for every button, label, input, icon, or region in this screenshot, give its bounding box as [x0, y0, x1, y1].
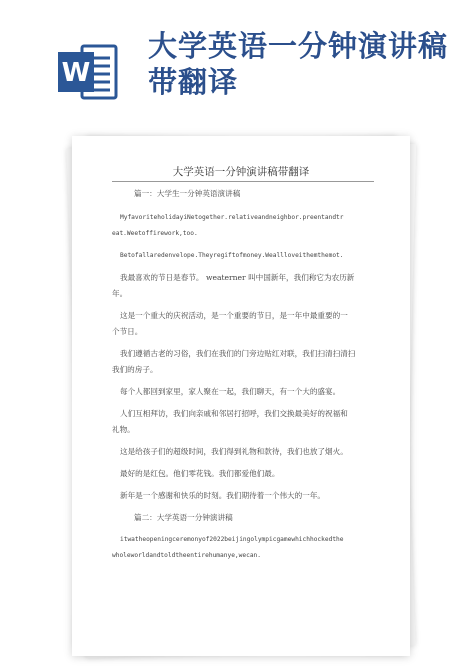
paragraph-line: 我最喜欢的节日是春节。 weaterner 叫中国新年，我们称它为农历新: [120, 273, 355, 282]
word-document-icon: [56, 40, 120, 104]
paragraph-line: wholeworldandtoldtheentirehumanye,wecan.: [112, 552, 262, 559]
title-divider: [112, 181, 374, 182]
paragraph-line: 年。: [112, 289, 128, 298]
paragraph-line: 我们的房子。: [112, 365, 158, 374]
paragraph-line: eat.Weetoffirework,too.: [112, 230, 198, 237]
paragraph-line: itwatheopeningceremonyof2022beijingolympicgamewhichhockedthe: [120, 536, 344, 543]
paragraph-line: Betofallaredenvelope.Theyregiftofmoney.Weallloveithemthemot.: [120, 252, 344, 259]
paragraph-line: 这是一个重大的庆祝活动，是一个重要的节日，是一年中最重要的一: [120, 311, 348, 320]
section-heading-2: 篇二：大学英语一分钟演讲稿: [134, 513, 233, 522]
section-heading-1: 篇一：大学生一分钟英语演讲稿: [134, 189, 241, 198]
paragraph-line: MyfavoriteholidayiNetogether.relativeandneighbor.preentandtr: [120, 214, 344, 221]
header-banner: [0, 0, 474, 118]
paragraph-line: 新年是一个感谢和快乐的时刻。我们期待着一个伟大的一年。: [120, 491, 326, 500]
document-title: 大学英语一分钟演讲稿带翻译: [172, 166, 310, 178]
paragraph-line: 每个人都回到家里，家人聚在一起，我们聊天，有一个大的盛宴。: [120, 387, 341, 396]
logo-letter: W: [61, 58, 91, 88]
document-page: [72, 136, 410, 656]
paragraph-line: 礼物。: [112, 425, 135, 434]
header-title: 大学英语一分钟演讲稿带翻译: [148, 29, 449, 99]
paragraph-line: 我们遵循古老的习俗，我们在我们的门旁边贴红对联，我们扫清扫清扫: [120, 349, 356, 358]
paragraph-line: 这是给孩子们的超级时间，我们得到礼物和款待，我们也放了烟火。: [120, 447, 348, 456]
paragraph-line: 个节日。: [112, 327, 143, 336]
paragraph-line: 人们互相拜访，我们向亲戚和邻居打招呼，我们交换最美好的祝福和: [120, 409, 348, 418]
paragraph-line: 最好的是红包。他们零花钱。我们都爱他们最。: [120, 469, 280, 478]
